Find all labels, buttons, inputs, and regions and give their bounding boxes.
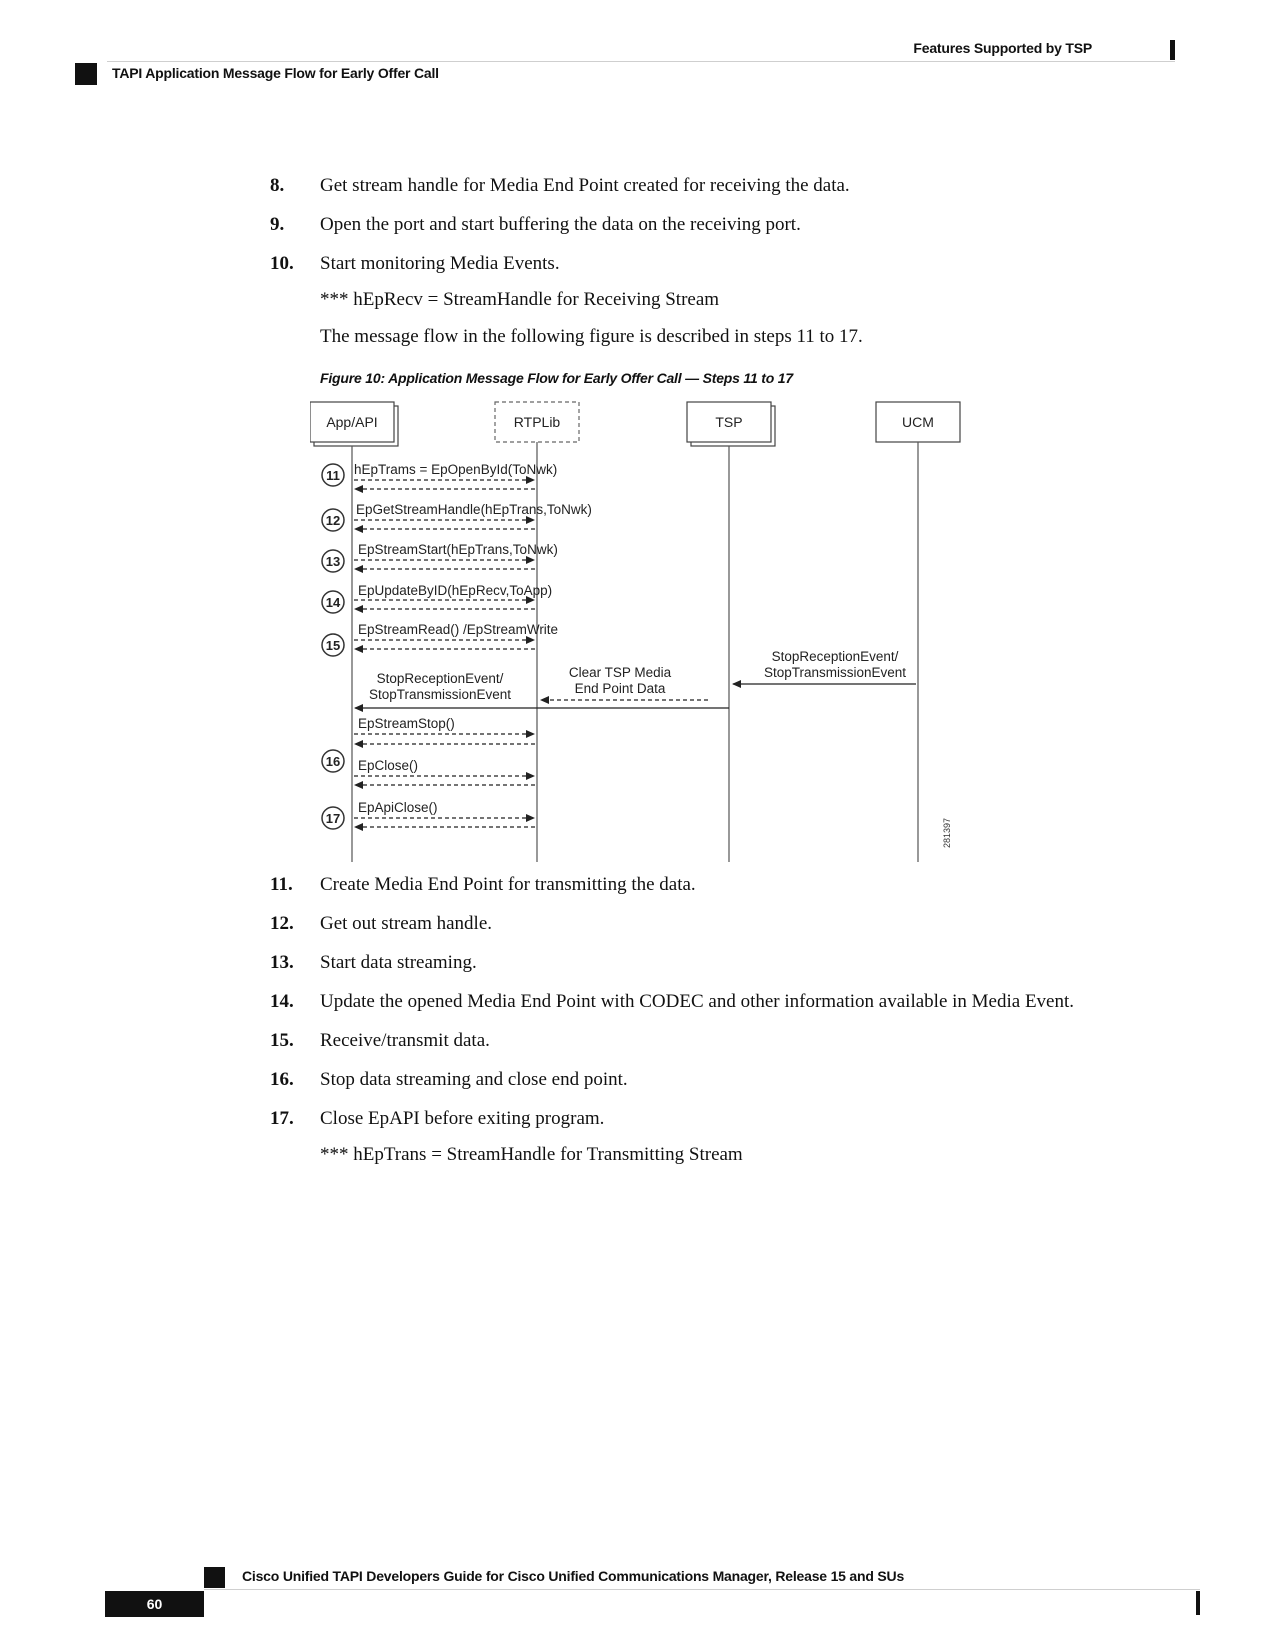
svg-text:16: 16: [325, 754, 341, 769]
participant-tsp: [687, 402, 775, 446]
step-number: 15.: [270, 1030, 294, 1051]
step-number: 17.: [270, 1108, 294, 1129]
header-marker-bar: [1170, 40, 1175, 60]
svg-text:13: 13: [325, 554, 341, 569]
participant-app-api: [310, 402, 398, 446]
step-number: 13.: [270, 952, 294, 973]
step-number: 12.: [270, 913, 294, 934]
message-label-ucm-tsp-1: StopReceptionEvent/: [771, 649, 899, 664]
participant-label: UCM: [902, 414, 934, 430]
step-text: Open the port and start buffering the data on the receiving port.: [320, 214, 801, 235]
note-hEpTrans: *** hEpTrans = StreamHandle for Transmitting Stream: [320, 1144, 743, 1165]
step-badge-15: [322, 634, 344, 656]
figure-id: 281397: [942, 817, 952, 848]
figure-intro: The message flow in the following figure is described in steps 11 to 17.: [320, 326, 863, 347]
figure-caption: Figure 10: Application Message Flow for Early Offer Call — Steps 11 to 17: [320, 370, 793, 386]
svg-text:17: 17: [325, 811, 341, 826]
participant-rtplib: [495, 402, 579, 442]
step-badge-12: [322, 509, 344, 531]
message-label-stop: EpStreamStop(): [358, 716, 455, 731]
svg-text:12: 12: [325, 513, 341, 528]
step-number: 14.: [270, 991, 294, 1012]
message-label-to-app-2: StopTransmissionEvent: [368, 687, 512, 702]
footer-rule: [204, 1589, 1200, 1590]
message-label-tsp-rtp-2: End Point Data: [574, 681, 666, 696]
step-text: Update the opened Media End Point with CODEC and other information available in Media Event.: [320, 991, 1075, 1012]
step-number: 8.: [270, 175, 285, 196]
message-label-14: EpUpdateByID(hEpRecv,ToApp): [358, 583, 553, 598]
note-hEpRecv: *** hEpRecv = StreamHandle for Receiving Stream: [320, 289, 720, 310]
message-label-tsp-rtp-1: Clear TSP Media: [568, 665, 672, 680]
step-number: 10.: [270, 253, 294, 274]
page-number: 60: [105, 1591, 204, 1617]
step-number: 11.: [270, 874, 293, 895]
message-label-15: EpStreamRead() /EpStreamWrite: [358, 622, 559, 637]
step-badge-16: [322, 750, 344, 772]
step-text: Create Media End Point for transmitting the data.: [320, 874, 696, 895]
step-text: Get stream handle for Media End Point created for receiving the data.: [320, 175, 850, 196]
message-label-ucm-tsp-2: StopTransmissionEvent: [763, 665, 907, 680]
svg-text:11: 11: [326, 468, 340, 483]
svg-text:14: 14: [325, 595, 341, 610]
step-badge-14: [322, 591, 344, 613]
header-marker-square: [75, 63, 97, 85]
message-label-apiclose: EpApiClose(): [358, 800, 438, 815]
message-label-close: EpClose(): [358, 758, 419, 773]
running-header-chapter: Features Supported by TSP: [913, 40, 1092, 56]
svg-text:15: 15: [325, 638, 341, 653]
participant-label: RTPLib: [513, 414, 561, 430]
message-label-13: EpStreamStart(hEpTrans,ToNwk): [358, 542, 558, 557]
step-badge-17: [322, 807, 344, 829]
participant-ucm: [876, 402, 960, 442]
step-badge-13: [322, 550, 344, 572]
step-number: 16.: [270, 1069, 294, 1090]
participant-label: TSP: [715, 414, 743, 430]
message-label-to-app-1: StopReceptionEvent/: [376, 671, 504, 686]
step-number: 9.: [270, 214, 285, 235]
message-label-11: hEpTrams = EpOpenById(ToNwk): [354, 462, 558, 477]
footer-marker-bar: [1196, 1591, 1200, 1615]
message-label-12: EpGetStreamHandle(hEpTrans,ToNwk): [356, 502, 592, 517]
step-text: Close EpAPI before exiting program.: [320, 1108, 605, 1129]
step-text: Receive/transmit data.: [320, 1030, 490, 1051]
step-text: Start monitoring Media Events.: [320, 253, 560, 274]
step-text: Get out stream handle.: [320, 913, 493, 934]
step-text: Start data streaming.: [320, 952, 477, 973]
header-rule: [107, 61, 1175, 62]
footer-marker-square: [204, 1567, 225, 1588]
footer-book-title: Cisco Unified TAPI Developers Guide for Cisco Unified Communications Manager, Release 15 and SUs: [242, 1568, 905, 1584]
participant-label: App/API: [326, 414, 378, 430]
step-badge-11: [322, 464, 344, 486]
sequence-diagram: [310, 400, 970, 870]
step-text: Stop data streaming and close end point.: [320, 1069, 628, 1090]
running-header-section: TAPI Application Message Flow for Early Offer Call: [112, 65, 439, 81]
